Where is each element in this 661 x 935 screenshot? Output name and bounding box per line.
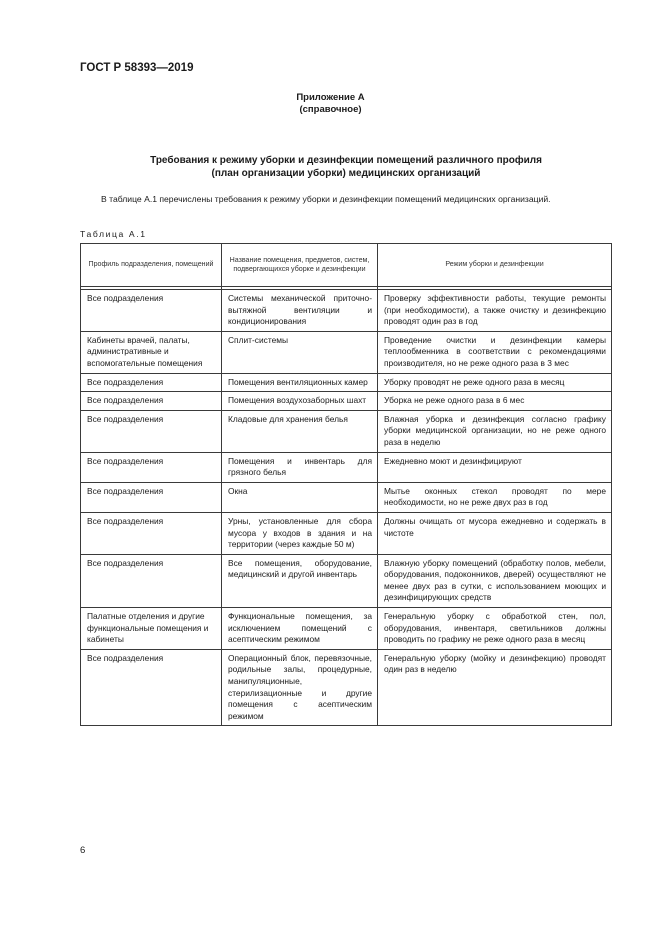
table-row [81,608,612,650]
page-number: 6 [80,845,86,856]
table-row [81,452,612,482]
cell-regime: Мытье оконных стекол проводят по мере необходимости, но не реже двух раз в год [378,482,612,512]
cell-object: Помещения воздухозаборных шахт [222,392,378,411]
cell-profile: Все подразделения [81,290,222,332]
cell-regime: Должны очищать от мусора ежедневно и содержать в чистоте [378,512,612,554]
table-row [81,331,612,373]
table-label: Таблица А.1 [80,229,147,239]
cell-profile: Все подразделения [81,554,222,607]
table-row [81,482,612,512]
cell-regime: Проведение очистки и дезинфекции камеры теплообменника в соответствии с рекомендациями производителя, но не реже одного раза в 3 мес [378,331,612,373]
cell-profile: Все подразделения [81,392,222,411]
cell-profile: Все подразделения [81,649,222,726]
cell-profile: Кабинеты врачей, палаты, административные и вспомогательные помещения [81,331,222,373]
cell-object: Сплит-системы [222,331,378,373]
appendix-title: Приложение А [296,92,365,103]
cell-object: Урны, установленные для сбора мусора у входов в здания и на территории (через каждые 50 м) [222,512,378,554]
cell-regime: Влажная уборка и дезинфекция согласно графику уборки медицинской организации, но не реже одного раза в неделю [378,410,612,452]
section-title-line-1: Требования к режиму уборки и дезинфекции помещений различного профиля [150,155,542,166]
table-row [81,290,612,332]
cleaning-regime-table [80,243,612,726]
cell-object: Все помещения, оборудование, медицинский и другой инвентарь [222,554,378,607]
table-body [81,290,612,726]
appendix-heading [0,92,661,116]
cell-object: Окна [222,482,378,512]
table-header-row [81,244,612,287]
cell-profile: Все подразделения [81,482,222,512]
cell-regime: Влажную уборку помещений (обработку полов, мебели, оборудования, подоконников, дверей) осуществляют не менее двух раз в сутки, с использованием моющих и дезинфицирующих средств [378,554,612,607]
table-row [81,410,612,452]
cell-profile: Все подразделения [81,373,222,392]
cell-object: Помещения и инвентарь для грязного белья [222,452,378,482]
column-header-object: Название помещения, предметов, систем, подвергающихся уборке и дезинфекции [222,244,378,287]
table-row [81,649,612,726]
cell-regime: Генеральную уборку с обработкой стен, пол, оборудования, инвентаря, светильников должны проводить по графику не реже одного раза в месяц [378,608,612,650]
cell-object: Системы механической приточно-вытяжной вентиляции и кондиционирования [222,290,378,332]
intro-paragraph: В таблице А.1 перечислены требования к режиму уборки и дезинфекции помещений медицинских организаций. [101,194,551,204]
table-row [81,554,612,607]
cell-profile: Все подразделения [81,452,222,482]
cell-object: Операционный блок, перевязочные, родильные залы, процедурные, манипуляционные, стерилизационные и другие помещения с асептическим режимом [222,649,378,726]
cell-regime: Ежедневно моют и дезинфицируют [378,452,612,482]
standard-header: ГОСТ Р 58393—2019 [80,62,194,74]
column-header-profile: Профиль подразделения, помещений [81,244,222,287]
section-title-line-2: (план организации уборки) медицинских организаций [211,168,481,179]
cell-profile: Все подразделения [81,410,222,452]
cell-object: Помещения вентиляционных камер [222,373,378,392]
cell-regime: Генеральную уборку (мойку и дезинфекцию) проводят один раз в неделю [378,649,612,726]
cell-object: Функциональные помещения, за исключением помещений с асептическим режимом [222,608,378,650]
cell-regime: Уборка не реже одного раза в 6 мес [378,392,612,411]
table-row [81,512,612,554]
cell-profile: Все подразделения [81,512,222,554]
section-title [90,154,602,180]
appendix-note: (справочное) [299,104,362,115]
table-row [81,392,612,411]
cell-regime: Проверку эффективности работы, текущие ремонты (при необходимости), а также очистку и дезинфекцию проводят один раз в год [378,290,612,332]
table-row [81,373,612,392]
cell-profile: Палатные отделения и другие функциональные помещения и кабинеты [81,608,222,650]
cell-regime: Уборку проводят не реже одного раза в месяц [378,373,612,392]
cell-object: Кладовые для хранения белья [222,410,378,452]
column-header-regime: Режим уборки и дезинфекции [378,244,612,287]
